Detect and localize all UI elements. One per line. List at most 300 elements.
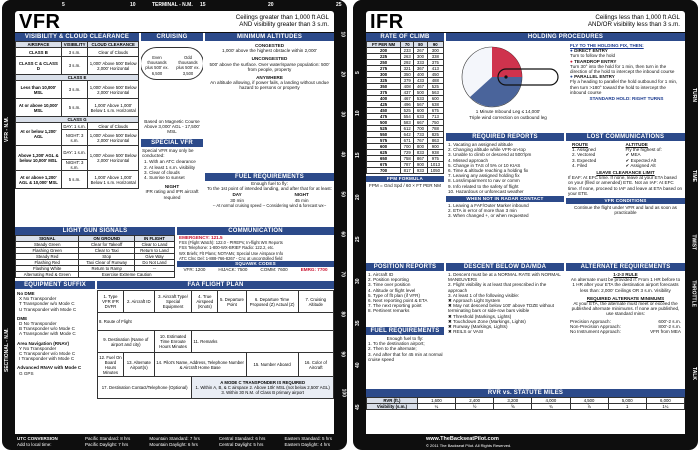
climb-cell: 600: [367, 144, 401, 150]
five-t-turn: TURN: [691, 88, 697, 102]
ifr-content: [366, 33, 685, 434]
ifr-sub1: Ceilings less than 1,000 ft AGL: [595, 14, 680, 21]
section-title: FUEL REQUIREMENTS: [205, 173, 334, 181]
comm-line: FSS (Flight Watch): 122.0 - PIREPs; In-flight WX Reports: [179, 240, 283, 246]
scale-mark: 10: [340, 31, 346, 37]
section-title: REQUIRED REPORTS: [446, 133, 564, 141]
mode-c-note: [192, 377, 334, 399]
utc-zones: [85, 436, 332, 448]
section-title: RVR vs. STATUTE MILES: [366, 389, 685, 397]
climb-cell: 758: [401, 156, 414, 162]
list-item: 1. Aircraft ID: [368, 272, 394, 277]
col-header: ON GROUND: [79, 236, 135, 242]
squawk-heading: SQUAWK CODES: [177, 261, 334, 267]
list-item: ✖ Touchdown Zone (Markings, Lights): [448, 318, 526, 324]
scale-mark: 30: [355, 278, 361, 284]
equip-line: C Transponder w/o Mode C: [19, 351, 76, 357]
holding-pattern-diagram: [448, 45, 568, 109]
section-title: LIGHT GUN SIGNALS: [15, 227, 175, 235]
lost-comm-section: [566, 133, 685, 261]
utc-labels: [17, 436, 58, 448]
ruler-mark: 10: [130, 2, 136, 8]
radar-heading: WHEN NOT IN RADAR CONTACT: [446, 196, 564, 202]
equip-line: Y No Transponder: [19, 345, 57, 351]
cell: Flashing Green: [16, 248, 79, 254]
rvr-cell: 5,000: [608, 398, 646, 404]
cell: Clear for Takeoff: [79, 242, 135, 248]
cell: 1,000' Above 1,000' Below 1 s.m. Horizontal: [88, 171, 139, 189]
climb-cell: 700: [367, 168, 401, 174]
ifr-fuel-item: 2. Then to the alternate;: [368, 346, 417, 352]
alt-minimums-heading: REQUIRED ALTERNATE MINIMUMS: [586, 295, 665, 301]
climb-cell: 413: [427, 66, 443, 72]
fuel-night: [294, 192, 308, 202]
fp-box: 14. Pilot's Name, Address, Telephone Number & Aircraft Home Base: [154, 353, 246, 377]
fuel-day-heading: DAY: [232, 192, 242, 198]
list-item: ✖ REILS or VASI: [448, 329, 484, 335]
utc-zone: Mountain Standard: 7 hrs Mountain Daylight: 6 hrs: [149, 436, 200, 447]
cell: Flashing White: [16, 266, 79, 272]
climb-cell: 467: [414, 84, 427, 90]
ifr-fuel-section: [366, 327, 444, 387]
ifr-card: [353, 0, 698, 450]
climb-cell: 500: [414, 90, 427, 96]
climb-cell: 938: [427, 150, 443, 156]
mode-c-text: 1. Within A, B, & C airspace 2. Above 10k' MSL (not below 2,500' AGL) 3. Within 30 N.M. of Class B primary airport: [195, 385, 330, 395]
climb-cell: 350: [367, 84, 401, 90]
zone-name: Eastern: [284, 442, 300, 447]
climb-cell: 467: [401, 96, 414, 102]
zone-standard: 7 hrs: [189, 436, 200, 441]
col-header: 70: [401, 42, 414, 48]
ruler-mark: 15: [200, 2, 206, 8]
fp-box: 9. Destination (Name of airport and city): [98, 331, 155, 353]
zone-name: Mountain: [149, 442, 168, 447]
scale-label: VFR - N.M.: [4, 117, 10, 142]
cell: 1,000' Above 1,000' Below 1 s.m. Horizontal: [88, 99, 139, 117]
cell: CLASS C & CLASS D: [16, 57, 62, 75]
fp-box: 10. Estimated Time Enroute Hours Minutes: [154, 331, 192, 353]
cell: Clear of Clouds: [88, 123, 139, 130]
scale-mark: 25: [355, 236, 361, 242]
climb-cell: 554: [401, 114, 414, 120]
climb-cell: 488: [427, 78, 443, 84]
scale-mark: 45: [355, 404, 361, 410]
climb-cell: 338: [427, 54, 443, 60]
climb-cell: 267: [414, 48, 427, 54]
climb-cell: 750: [427, 120, 443, 126]
ifr-fuel-item: 1. To the destination airport;: [368, 341, 425, 347]
climb-cell: 525: [367, 126, 401, 132]
rvr-cell: 4,500: [570, 398, 608, 404]
position-reports-list: [366, 271, 444, 315]
cell: NIGHT: 3 s.m.: [61, 160, 88, 171]
climb-cell: 787: [401, 162, 414, 168]
equip-line: D No Transponder: [19, 321, 57, 327]
anywhere-text: An altitude allowing, if power fails, a landing without undue hazard to persons or property: [210, 80, 329, 91]
vfr-sub2: AND visibility greater than 3 s.m.: [239, 21, 329, 29]
parallel-entry-text: Fly a heading to parallel the hold outbound for 1 min, then turn >180° toward the hold to intercept the inbound course: [570, 79, 678, 95]
climb-cell: 263: [401, 54, 414, 60]
list-item: 3. Unable to climb or descend at 500'/pm: [448, 152, 532, 158]
vfr-top-ruler: [2, 0, 347, 11]
climb-cell: 675: [427, 108, 443, 114]
five-t-twist: TWIST: [691, 234, 697, 250]
vfr-conditions-text: Continue the flight under VFR and land as soon as practicable: [574, 205, 677, 216]
ruler-mark: 5: [62, 2, 65, 8]
five-t-talk: TALK: [691, 367, 697, 380]
site-link[interactable]: www.TheBackseatPilot.com: [426, 436, 499, 442]
vis-cell: ⅝: [494, 404, 532, 410]
rate-of-climb-table: [366, 41, 444, 174]
list-item: 5. Type of flt plan (if VFR): [368, 292, 420, 298]
cell: 3 s.m.: [61, 48, 88, 57]
climb-row: [367, 168, 444, 174]
climb-cell: 1050: [427, 168, 443, 174]
even-thousands: Even thousands plus 500' ex. 6,500: [145, 55, 169, 76]
equip-line: I Transponder with Mode C: [19, 356, 75, 362]
fuel-intro: Enough fuel to fly:: [251, 181, 288, 186]
utc-title: UTC CONVERSION: [17, 436, 58, 441]
scale-mark: 60: [340, 231, 346, 237]
col-header: VISIBILITY: [61, 42, 88, 48]
list-item: 3. Time over position: [368, 282, 411, 288]
no-instrument-row: [570, 329, 681, 334]
ifr-fuel-item: 3. And after that for 45 min at normal cruise speed: [368, 351, 443, 362]
climb-cell: 300: [414, 54, 427, 60]
climb-cell: 233: [401, 48, 414, 54]
col-header: 90: [427, 42, 443, 48]
cell: Clear of Clouds: [88, 48, 139, 57]
cell: Stop: [79, 254, 135, 260]
rvr-table: [366, 397, 685, 410]
col-header: FT PER NM: [367, 42, 401, 48]
list-item: 5. Change in TAS of 5% or 10 KIAS: [448, 162, 521, 168]
ruler-mark: 20: [268, 2, 274, 8]
list-item: 10. Hazardous or unforecast weather: [448, 188, 524, 194]
climb-cell: 321: [401, 66, 414, 72]
lost-comm-columns: [566, 142, 685, 168]
section-title: MINIMUM ALTITUDES: [205, 33, 334, 41]
no-instrument-value: VFR from MEA: [650, 329, 681, 335]
list-item: 1. Descent must be at a NORMAL RATE with NORMAL MANEUVERS: [448, 272, 561, 283]
climb-cell: 533: [414, 96, 427, 102]
section-title: EQUIPMENT SUFFIX: [15, 281, 95, 289]
congested-heading: CONGESTED: [254, 43, 285, 48]
section-title: LOST COMMUNICATIONS: [566, 133, 685, 141]
list-item: ✖ Approach Light System: [448, 298, 501, 304]
teardrop-entry-label: TEARDROP ENTRY: [574, 58, 617, 64]
cell: 1,000' Above 500' Below 2,000' Horizontal: [88, 146, 139, 171]
zone-name: Eastern: [284, 436, 300, 441]
climb-cell: 433: [414, 78, 427, 84]
col-header: SIGNAL: [16, 236, 79, 242]
special-vfr-item: 4. Sunrise to sunset: [144, 175, 185, 181]
ruler-mark: 25: [336, 2, 342, 8]
special-vfr-item: 3. Clear of clouds: [144, 169, 180, 175]
cell: Flashing Red: [16, 260, 79, 266]
direct-entry-text: Turn to follow the hold: [570, 53, 616, 59]
cruising-section: [141, 33, 203, 137]
ifr-footer: [366, 434, 685, 450]
equipment-suffix-section: [15, 281, 95, 434]
climb-cell: 825: [427, 132, 443, 138]
class-header: CLASS E: [16, 75, 139, 81]
scale-mark: 80: [340, 311, 346, 317]
section-title: COMMUNICATION: [177, 227, 334, 235]
climb-cell: 583: [401, 120, 414, 126]
ifr-fuel-item: Enough fuel to fly:: [386, 336, 424, 341]
utc-zone: Central Standard: 6 hrs Central Daylight: 5 hrs: [218, 436, 266, 447]
section-title: FAA FLIGHT PLAN: [97, 281, 334, 289]
zone-daylight: 5 hrs: [253, 442, 264, 447]
fuel-day: [230, 192, 244, 202]
equip-line: T Transponder w/o Mode C: [19, 301, 75, 307]
list-item: 1. Leaving a FAF/Outer Marker inbound: [448, 203, 529, 209]
airspace-table: [15, 41, 139, 189]
ruler-label: TERMINAL - N.M.: [152, 2, 193, 8]
light-gun-table: [15, 235, 175, 278]
zone-daylight: 6 hrs: [187, 442, 198, 447]
cell: Steady Red: [16, 254, 79, 260]
dot-icon: ●: [570, 74, 573, 80]
comm-line: ATC Clnc Del: 1-888-766-8267 - Cnc at uncontrolled field: [179, 255, 283, 261]
nonprecision-value: 800'-2 s.m.: [658, 323, 681, 329]
utc-conversion: [15, 434, 334, 450]
alt-minimums-text: At your ETA, the alternate must meet or exceed the published alternate minimums. If none are published, use standard mins:: [571, 301, 680, 317]
climb-cell: 367: [414, 66, 427, 72]
equip-group: Area Navigation (RNAV): [17, 340, 69, 346]
section-title: ALTERNATE REQUIREMENTS: [566, 263, 685, 271]
scale-label: SECTIONAL - N.M.: [4, 328, 10, 372]
climb-cell: 400: [367, 96, 401, 102]
cell: Do Not Land: [134, 260, 174, 266]
scale-mark: 20: [355, 194, 361, 200]
vfr-right-scale: [334, 12, 347, 444]
climb-cell: 333: [414, 60, 427, 66]
climb-cell: 375: [427, 60, 443, 66]
climb-cell: 550: [367, 132, 401, 138]
climb-cell: 642: [401, 132, 414, 138]
fp-box: 17. Destination Contact/Telephone (Optional): [98, 377, 192, 399]
equip-line: A Transponder with Mode C: [19, 331, 76, 337]
route-heading: ROUTE: [572, 142, 589, 147]
special-vfr-item: 2. At least 1 s.m. visibility: [144, 164, 196, 170]
fuel-day-night: [205, 192, 334, 202]
climb-cell: 475: [367, 114, 401, 120]
scale-mark: 10: [355, 110, 361, 116]
vfr-fuel-section: [205, 173, 334, 225]
climb-cell: 833: [414, 150, 427, 156]
climb-cell: 733: [414, 132, 427, 138]
holding-wind-note: Triple wind correction on outbound leg: [469, 115, 547, 120]
list-item: 7. Leaving any assigned holding fix: [448, 173, 520, 179]
climb-cell: 975: [427, 156, 443, 162]
copyright: © 2011 The Backseat Pilot. All Rights Reserved.: [426, 443, 512, 448]
holding-entries: [570, 43, 683, 101]
fp-box: 4. True Airspeed (Knots): [192, 291, 218, 313]
altitude-item: ✔ Assigned Alt: [625, 162, 656, 168]
climb-cell: 633: [414, 114, 427, 120]
cell: 1,000' Above 500' Below 2,000' Horizontal: [88, 130, 139, 146]
cell: 3 s.m.: [61, 81, 88, 99]
dot-icon: ●: [570, 48, 573, 54]
rvr-cell: 1,600: [417, 398, 455, 404]
special-vfr-intro: Special VFR may only be conducted:: [142, 148, 194, 159]
ifr-right-five-ts: [685, 12, 698, 444]
climb-cell: 400: [414, 72, 427, 78]
climb-cell: 729: [401, 150, 414, 156]
cell: 5 s.m.: [61, 99, 88, 117]
list-item: 9. Info related to the safety of flight: [448, 183, 519, 189]
climb-cell: 675: [367, 162, 401, 168]
climb-cell: 788: [427, 126, 443, 132]
rvr-section: [366, 389, 685, 434]
cell: Clear to Land: [134, 242, 174, 248]
section-title: CRUISING ALTITUDES: [141, 33, 203, 41]
cell: 3 s.m.: [61, 57, 88, 75]
scale-mark: 70: [340, 271, 346, 277]
rvr-cell: 2,400: [456, 398, 494, 404]
climb-cell: 225: [367, 54, 401, 60]
special-vfr-section: [141, 139, 203, 225]
climb-cell: 700: [401, 144, 414, 150]
lost-comm-altitude: [626, 142, 686, 168]
vfr-left-scale: [2, 12, 15, 444]
rule-123-text: An alternate must be provided if: From 1 HR before to 1 HR after your ETA the destination airport forecasts less than: 2,000' Ceilings OR 3 s.m. Visibility: [570, 277, 681, 293]
uncongested-text: 500' above the surface. Over water/sparse population: 500' from people, property: [209, 61, 330, 72]
anywhere-heading: ANYWHERE: [256, 75, 283, 81]
cell: NIGHT: 3 s.m.: [61, 130, 88, 146]
climb-cell: 292: [401, 60, 414, 66]
climb-cell: 638: [427, 102, 443, 108]
climb-cell: 425: [367, 102, 401, 108]
climb-cell: 767: [414, 138, 427, 144]
vfr-conditions-heading: VFR CONDITIONS: [566, 198, 685, 204]
ifr-subtitle: [588, 14, 680, 29]
cell: Give Way: [134, 254, 174, 260]
climb-cell: 300: [427, 48, 443, 54]
cell: At or below 1,200' AGL: [16, 123, 62, 146]
scale-mark: 100: [340, 388, 346, 397]
fuel-night-value: 45 min: [294, 197, 309, 203]
five-t-time: TIME: [691, 170, 697, 182]
list-item: 7. The next reporting point: [368, 303, 422, 309]
mode-c-heading: A MODE C TRANSPONDER IS REQUIRED: [220, 380, 306, 385]
section-title: SPECIAL VFR: [141, 139, 203, 147]
communication-section: [177, 227, 334, 279]
cell: Steady Green: [16, 242, 79, 248]
climb-cell: 863: [427, 138, 443, 144]
vfr-sub1: Ceilings greater than 1,000 ft AGL: [235, 14, 329, 21]
vfr-title: VFR: [19, 11, 61, 33]
climb-cell: 379: [401, 78, 414, 84]
route-item: 4. Filed: [572, 162, 588, 168]
zone-standard: 6 hrs: [255, 436, 266, 441]
fp-box: 6. Departure Time Proposed (Z) Actual (Z): [246, 291, 298, 313]
holding-section: [446, 33, 685, 131]
utc-zone: Pacific Standard: 8 hrs Pacific Daylight: 7 hrs: [85, 436, 131, 447]
climb-cell: 900: [427, 144, 443, 150]
utc-zone: Eastern Standard: 5 hrs Eastern Daylight: 4 hrs: [284, 436, 332, 447]
cell: Above 1,200' AGL & below 10,000' MSL: [16, 146, 62, 171]
climb-cell: 437: [401, 90, 414, 96]
min-altitudes-section: [205, 33, 334, 171]
zone-name: Central: [218, 436, 234, 441]
descent-list: [446, 271, 564, 335]
leave-limit-text: If EAF: At EFC time. If none, leave at your ETA based on your (filed or amended) ETE. Not an IAF: At EFC time. If none, proceed to IAF and leave at ETA based on your ETE.: [568, 175, 683, 196]
climb-cell: 450: [367, 108, 401, 114]
faa-flight-plan-section: [97, 281, 334, 434]
equip-line: X No Transponder: [19, 296, 57, 302]
squawk-comm: COMM: 7600: [260, 267, 288, 273]
climb-cell: 667: [414, 120, 427, 126]
fpm-formula: FPM = Gnd Spd / 60 × FT PER NM: [369, 183, 441, 188]
rvr-label: RVR (ft.): [367, 398, 418, 404]
required-reports-section: [446, 133, 564, 261]
cell: Clear to Taxi: [79, 248, 135, 254]
climb-cell: 713: [427, 114, 443, 120]
list-item: 8. Loss/impairment to nav or comm: [448, 178, 520, 184]
climb-cell: 567: [414, 102, 427, 108]
leave-limit-heading: LEAVE CLEARANCE LIMIT: [596, 170, 655, 176]
section-title: HOLDING PROCEDURES: [446, 33, 685, 41]
fp-box: 12. Fuel On Board Hours Minutes: [99, 354, 122, 375]
altitude-item: ✔ MEA: [625, 152, 641, 158]
rvr-cell: 4,000: [532, 398, 570, 404]
emergency-freq: EMERGENCY: 121.5: [179, 235, 223, 240]
class-header: CLASS G: [16, 117, 139, 123]
climb-cell: 900: [414, 162, 427, 168]
scale-mark: 15: [355, 152, 361, 158]
cruising-basis: Based on Magnetic Course Above 3,000' AGL - 17,500' MSL: [144, 119, 200, 135]
list-item: ✖ Threshold (Markings, Lights): [448, 313, 512, 319]
route-item: 3. Expected: [572, 157, 597, 163]
climb-cell: 1013: [427, 162, 443, 168]
climb-cell: 408: [401, 84, 414, 90]
equip-line: U Transponder with Mode C: [19, 306, 77, 312]
zone-name: Mountain: [149, 436, 168, 441]
section-title: FUEL REQUIREMENTS: [366, 327, 444, 335]
altitude-item: ✔ Expected Alt: [625, 157, 657, 163]
list-item: 2. ETA in error of more than 3 min: [448, 208, 517, 214]
list-item: 4. Missed approach: [448, 157, 489, 163]
comm-line: WX Briefs; Flt Plans; NOTAMs; Special Use Airspace Info: [179, 250, 284, 256]
climb-cell: 800: [414, 144, 427, 150]
fuel-day-value: 30 min: [230, 197, 245, 203]
cell: At or above 1,200' AGL & 10,000' MSL: [16, 171, 62, 189]
special-vfr-item: 1. With an ATC clearance: [144, 159, 196, 165]
vis-cell: ¼: [417, 404, 455, 410]
ifr-header: [366, 11, 685, 32]
equip-group: Advanced RNAV with Mode C: [17, 365, 82, 371]
fp-box: 5. Departure Point: [218, 291, 246, 313]
radar-contact-list: [446, 202, 564, 220]
route-item: 1. Assigned: [572, 147, 596, 153]
precision-label: Precision Approach:: [570, 318, 611, 324]
squawk-row: [177, 267, 334, 272]
fp-box: 1. Type VFR IFR DVFR: [98, 291, 124, 313]
scale-mark: 40: [340, 151, 346, 157]
climb-cell: 867: [414, 156, 427, 162]
climb-cell: 575: [367, 138, 401, 144]
fuel-rotor: -- At normal cruising speed -- Considering wind & forecast wx--: [212, 202, 327, 208]
vis-cell: 1¼: [646, 404, 684, 410]
fp-box: 11. Remarks: [192, 331, 334, 353]
equip-group: DME: [17, 315, 28, 321]
list-item: ✖ Runway (Markings, Lights): [448, 324, 508, 330]
vfr-card: [2, 0, 347, 450]
